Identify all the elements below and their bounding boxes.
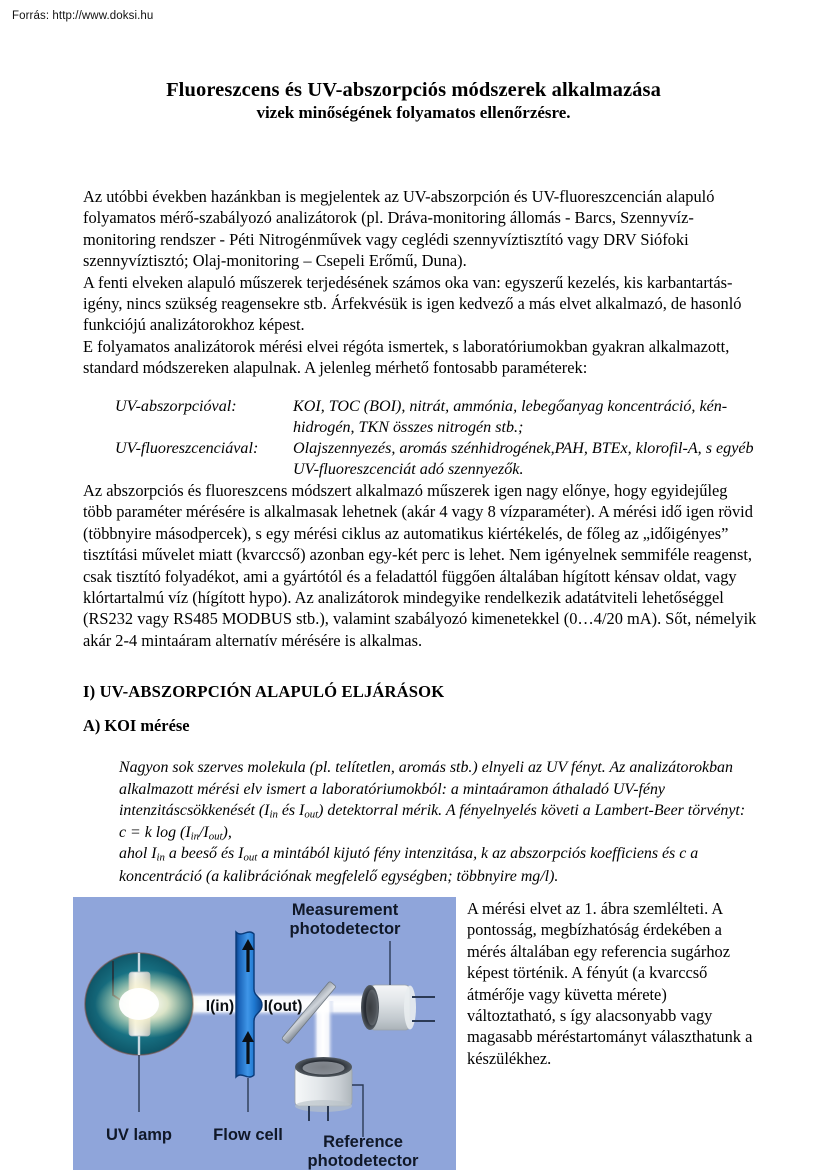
body-text-column (83, 186, 758, 651)
explanation-tail-part2: a beeső és I (164, 845, 244, 863)
param-term-fluorescence: UV-fluoreszcenciával: (115, 439, 259, 457)
explanation-lead-part2: és I (277, 802, 305, 820)
label-flow-cell: Flow cell (213, 1126, 283, 1144)
label-measurement-line1: Measurement (291, 901, 399, 919)
subsection-heading-a: A) KOI mérése (83, 716, 190, 735)
title-main-line: Fluoreszcens és UV-abszorpciós módszerek alkalmazása (166, 79, 661, 101)
formula-prefix: c = k log (I (119, 823, 191, 841)
explanation-lead-part3: ) detektorral mérik. A fényelnyelés követi a Lambert-Beer törvényt: (318, 802, 746, 820)
page-title (0, 78, 827, 124)
uv-absorption-diagram-figure (73, 897, 456, 1170)
figure-side-text: A mérési elvet az 1. ábra szemlélteti. A pontosság, megbízhatóság érdekében a mérés általában egy referencia sugárhoz képest történik. A fényút (a kvarccső átmérője vagy küvetta mérete) változtatható, s így alacsonyabb vagy magasabb méréstartományt választhatunk a készülékhez. (467, 899, 753, 1068)
subscript-out: out (304, 808, 319, 821)
diagram-canvas (73, 897, 456, 1170)
label-reference-line1: Reference (323, 1133, 403, 1151)
label-i-out: I(out) (263, 998, 303, 1015)
label-i-in: I(in) (205, 998, 235, 1015)
formula-subscript-out: out (208, 830, 223, 843)
explanation-lead (119, 757, 759, 823)
label-reference-line2: photodetector (307, 1152, 419, 1170)
paragraph-advantages: A fenti elveken alapuló műszerek terjedésének számos oka van: egyszerű kezelés, kis karbantartás-igény, nincs szükség reagensekre stb. Árfekvésük is igen kedvező a más elvet alkalmazó, de hasonló funkciójú analizátorokhoz képest. (83, 272, 742, 335)
lambert-beer-formula (119, 823, 759, 844)
param-value-fluorescence: Olajszennyezés, aromás szénhidrogének,PAH, BTEx, klorofil-A, s egyéb UV-fluoreszcenciát adó szennyezők. (293, 439, 754, 478)
tail-subscript-out: out (243, 852, 258, 865)
formula-suffix: ), (222, 823, 232, 841)
source-url-header: Forrás: http://www.doksi.hu (12, 10, 154, 22)
section-heading-1: I) UV-ABSZORPCIÓN ALAPULÓ ELJÁRÁSOK (83, 682, 445, 701)
explanation-tail-part1: ahol I (119, 845, 157, 863)
formula-middle: /I (199, 823, 209, 841)
explanation-block (119, 757, 759, 887)
tail-subscript-in: in (156, 852, 165, 865)
explanation-tail-part3: a mintából kijutó fény intenzitása, k az abszorpciós koefficiens és c a koncentráció (a kalibrációnak megfelelő egységben; többnyire mg/l). (119, 845, 699, 885)
explanation-tail (119, 843, 759, 887)
param-term-absorption: UV-abszorpcióval: (115, 397, 237, 415)
label-uv-lamp: UV lamp (105, 1126, 173, 1144)
paragraph-principles: E folyamatos analizátorok mérési elvei régóta ismertek, s laboratóriumokban gyakran alkalmazott, standard módszereken alapulnak. A jelenleg mérhető fontosabb paraméterek: (83, 336, 730, 378)
param-value-absorption: KOI, TOC (BOI), nitrát, ammónia, lebegőanyag koncentráció, kén-hidrogén, TKN összes nitrogén stb.; (293, 397, 728, 436)
paragraph-instrument-details: Az abszorpciós és fluoreszcens módszert alkalmazó műszerek igen nagy előnye, hogy egyidejűleg több paraméter mérésére is alkalmasak lehetnek (akár 4 vagy 8 vízparaméter). A mérési idő igen rövid (többnyire másodpercek), s egy mérési ciklus az automatikus kiértékelés, de főleg az „időigényes” tisztítási művelet miatt (kvarccső) azonban egy-két perc is lehet. Nem igényelnek semmiféle reagenst, csak tisztító folyadékot, ami a gyártótól és a feladattól függően általában hígított kénsav oldat, vagy klórtartalmú víz (hígított hypo). Az analizátorok mindegyike rendelkezik adatátviteli lehetőséggel (RS232 vagy RS485 MODBUS stb.), valamint szabályozó kimenetekkel (0…4/20 mA). Sőt, némelyik akár 2-4 mintaáram alternatív mérésére is alkalmas. (83, 480, 757, 650)
title-sub-line: vizek minőségének folyamatos ellenőrzésre. (256, 103, 571, 123)
label-measurement-line2: photodetector (289, 920, 401, 938)
paragraph-intro: Az utóbbi években hazánkban is megjelentek az UV-abszorpción és UV-fluoreszcencián alapuló folyamatos mérő-szabályozó analizátorok (pl. Dráva-monitoring állomás - Barcs, Szennyvíz-monitoring rendszer - Péti Nitrogénművek vagy ceglédi szennyvíztisztító vagy DRV Siófoki szennyvíztisztó; Olaj-monitoring – Csepeli Erőmű, Duna). (83, 187, 715, 271)
formula-subscript-in: in (190, 830, 200, 843)
subscript-in: in (269, 808, 278, 821)
list-item (115, 438, 758, 480)
list-item (115, 396, 758, 438)
parameter-definition-list (115, 396, 758, 480)
explanation-lead-part1: Nagyon sok szerves molekula (pl. telítetlen, aromás stb.) elnyeli az UV fényt. Az analizátorokban alkalmazott mérési elv ismert a laboratóriumokból: a mintaáramon áthaladó UV-fény intenzitáscsökkenését (I (119, 759, 733, 820)
lamp-arc-core (119, 988, 159, 1020)
